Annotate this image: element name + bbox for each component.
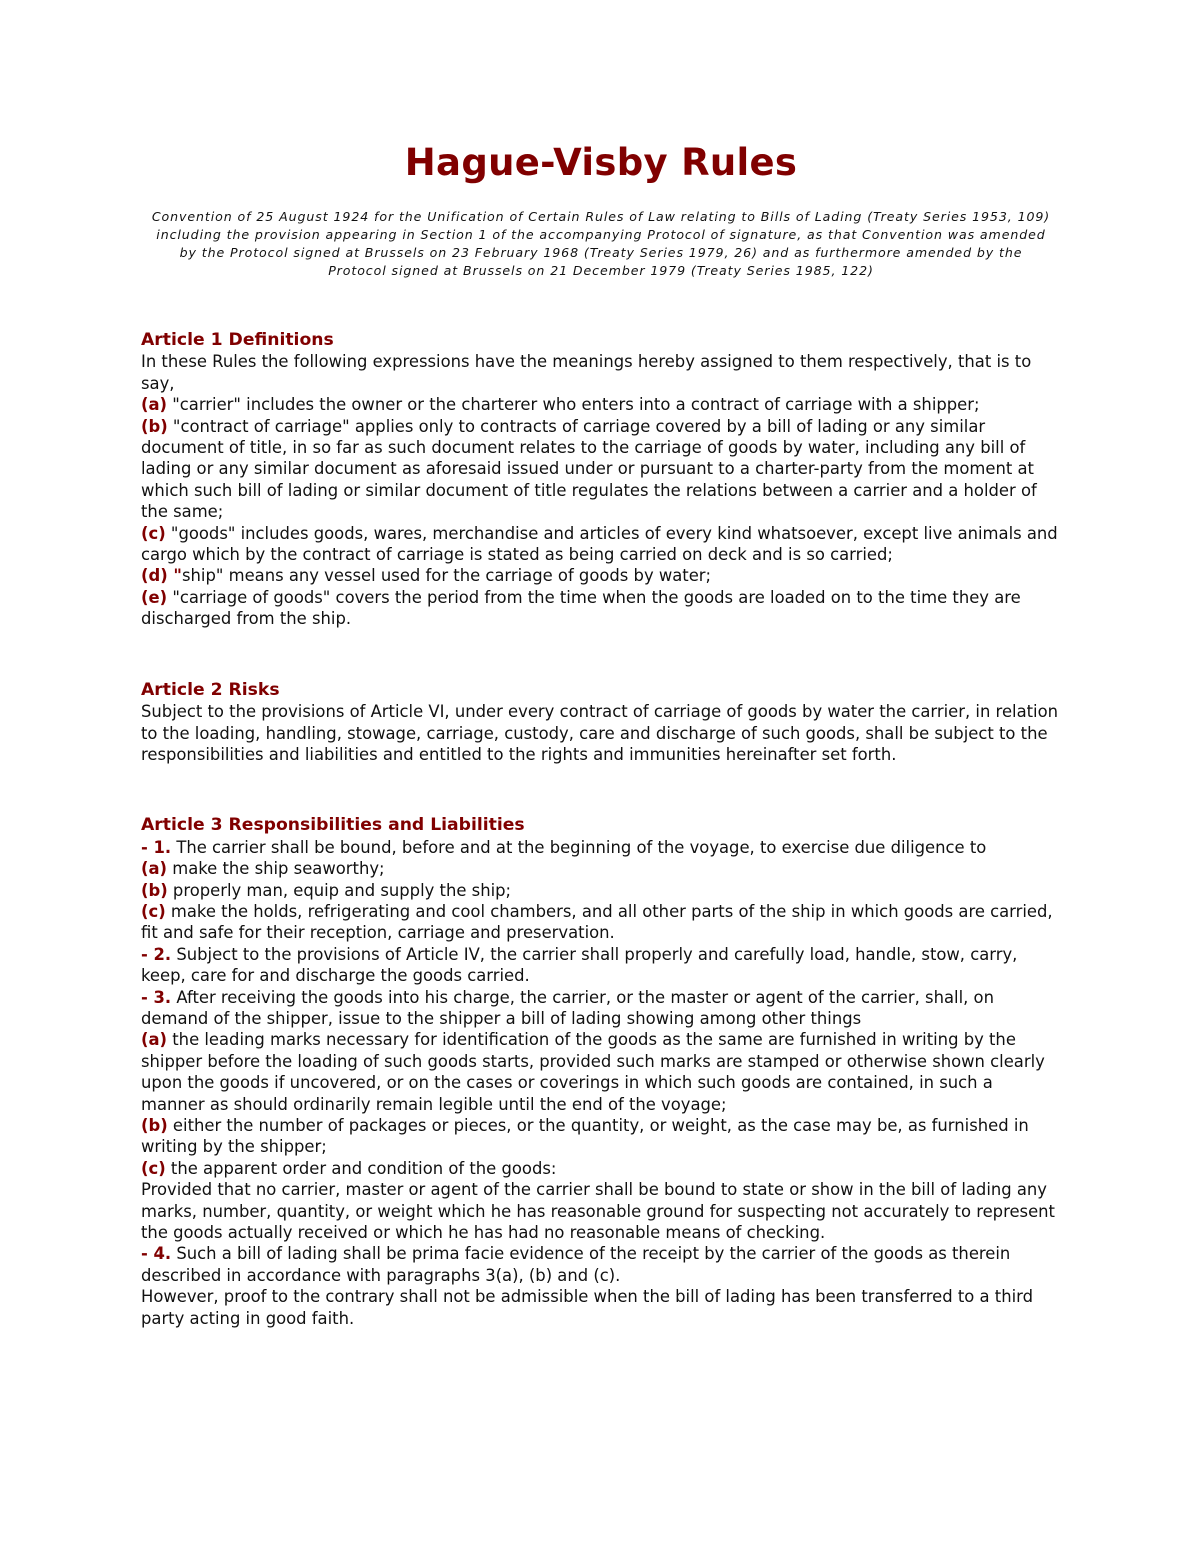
paragraph-marker: - 1. — [141, 837, 172, 857]
paragraph-marker: (d) " — [141, 566, 182, 586]
article-paragraph — [141, 1243, 1061, 1286]
paragraph-text: "contract of carriage" applies only to contracts of carriage covered by a bill of lading or any similar document of title, in so far as such document relates to the carriage of goods by water, including any bill of lading or any similar document as aforesaid issued under or pursuant to a charter-party from the moment at which such bill of lading or similar document of title regulates the relations between a carrier and a holder of the same; — [141, 416, 1037, 522]
article-paragraph — [141, 351, 1061, 394]
article-paragraph — [141, 1158, 1061, 1179]
paragraph-marker: (b) — [141, 416, 168, 436]
paragraph-marker: (a) — [141, 859, 168, 879]
paragraph-text: ship" means any vessel used for the carriage of goods by water; — [181, 566, 712, 586]
paragraph-marker: (c) — [141, 523, 166, 543]
article-paragraph — [141, 523, 1061, 566]
article-paragraph — [141, 416, 1061, 523]
paragraph-text: the apparent order and condition of the goods: — [165, 1158, 557, 1178]
article-paragraph — [141, 1179, 1061, 1243]
paragraph-marker: (c) — [141, 1158, 166, 1178]
article-paragraph — [141, 565, 1061, 586]
paragraph-text: "carrier" includes the owner or the charterer who enters into a contract of carriage with a shipper; — [167, 395, 980, 415]
article-heading: Article 2 Risks — [141, 679, 280, 700]
paragraph-text: After receiving the goods into his charge, the carrier, or the master or agent of the carrier, shall, on demand of the shipper, issue to the shipper a bill of lading showing among other things — [141, 987, 994, 1028]
article-paragraph — [141, 837, 1061, 858]
paragraph-text: However, proof to the contrary shall not be admissible when the bill of lading has been transferred to a third party acting in good faith. — [141, 1287, 1034, 1328]
article-paragraph — [141, 880, 1061, 901]
article-heading: Article 1 Definitions — [141, 330, 334, 350]
paragraph-marker: (c) — [141, 901, 166, 921]
paragraph-marker: - 2. — [141, 944, 172, 964]
paragraph-marker: (a) — [141, 395, 168, 415]
paragraph-text: "goods" includes goods, wares, merchandise and articles of every kind whatsoever, except live animals and cargo which by the contract of carriage is stated as being carried on deck and is so carried; — [141, 523, 1058, 565]
paragraph-marker: (e) — [141, 587, 168, 607]
article-paragraph — [141, 1029, 1061, 1115]
paragraph-text: Subject to the provisions of Article IV, the carrier shall properly and carefully load, handle, stow, carry, keep, care for and discharge the goods carried. — [141, 944, 1018, 986]
document-page — [141, 140, 1061, 1329]
document-subtitle: Convention of 25 August 1924 for the Unification of Certain Rules of Law relating to Bills of Lading (Treaty Series 1953, 109) including the provision appearing in Section 1 of the accompanying Protocol of signature, as that Convention was amended by the Protocol signed at Brussels on 23 February 1968 (Treaty Series 1979, 26) and as furthermore amended by the Protocol signed at Brussels on 21 December 1979 (Treaty Series 1985, 122) — [151, 209, 1051, 278]
paragraph-text: In these Rules the following expressions have the meanings hereby assigned to them respectively, that is to say, — [141, 352, 1032, 393]
article-paragraph — [141, 901, 1061, 944]
article-paragraph — [141, 1115, 1061, 1158]
paragraph-marker: (b) — [141, 1116, 168, 1135]
article-paragraph — [141, 944, 1061, 987]
paragraph-marker: - 3. — [141, 987, 172, 1007]
paragraph-text: Subject to the provisions of Article VI, under every contract of carriage of goods by water the carrier, in relation to the loading, handling, stowage, carriage, custody, care and discharge of such goods, shall be subject to the responsibilities and liabilities and entitled to the rights and immunities hereinafter set forth. — [141, 702, 1059, 764]
article-paragraph — [141, 1286, 1061, 1329]
paragraph-text: Provided that no carrier, master or agent of the carrier shall be bound to state or show in the bill of lading any marks, number, quantity, or weight which he has reasonable ground for suspecting not accurately to represent the goods actually received or which he has had no reasonable means of checking. — [141, 1180, 1055, 1243]
paragraph-marker: (a) — [141, 1030, 168, 1050]
paragraph-text: Such a bill of lading shall be prima facie evidence of the receipt by the carrier of the goods as therein described in accordance with paragraphs 3(a), (b) and (c). — [141, 1244, 1011, 1285]
article-heading: Article 3 Responsibilities and Liabilities — [141, 815, 525, 836]
paragraph-text: "carriage of goods" covers the period from the time when the goods are loaded on to the time they are discharged from the ship. — [141, 587, 1021, 629]
article-3-responsibilities — [141, 815, 1061, 1329]
paragraph-text: The carrier shall be bound, before and at the beginning of the voyage, to exercise due diligence to — [171, 837, 987, 857]
article-paragraph — [141, 858, 1061, 879]
paragraph-text: properly man, equip and supply the ship; — [167, 880, 512, 900]
article-paragraph — [141, 987, 1061, 1030]
paragraph-text: make the holds, refrigerating and cool chambers, and all other parts of the ship in which goods are carried, fit and safe for their reception, carriage and preservation. — [141, 901, 1053, 943]
paragraph-marker: (b) — [141, 880, 168, 900]
article-2-risks — [141, 680, 1061, 766]
article-paragraph — [141, 701, 1061, 765]
paragraph-marker: - 4. — [141, 1244, 172, 1264]
article-1-definitions — [141, 330, 1061, 630]
paragraph-text: make the ship seaworthy; — [167, 859, 385, 879]
article-paragraph — [141, 587, 1061, 630]
article-paragraph — [141, 394, 1061, 415]
paragraph-text: the leading marks necessary for identification of the goods as the same are furnished in writing by the shipper before the loading of such goods starts, provided such marks are stamped or otherwise shown clearly upon the goods if uncovered, or on the cases or coverings in which such goods are contained, in such a manner as should ordinarily remain legible until the end of the voyage; — [141, 1030, 1045, 1114]
paragraph-text: either the number of packages or pieces, or the quantity, or weight, as the case may be, as furnished in writing by the shipper; — [141, 1116, 1029, 1157]
document-title: Hague-Visby Rules — [404, 141, 798, 184]
